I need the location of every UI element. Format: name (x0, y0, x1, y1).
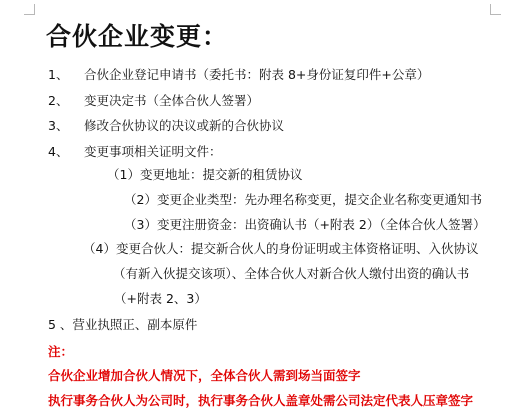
item-text: 修改合伙协议的决议或新的合伙协议 (84, 118, 285, 133)
item-number: 2、 (48, 93, 69, 108)
sub-item-partner-attachment: （+附表 2、3） (114, 291, 207, 306)
sub-item-capital: （3）变更注册资金：出资确认书（+附表 2）（全体合伙人签署） (124, 217, 486, 232)
item-business-license: 5 、营业执照正、副本原件 (48, 317, 198, 332)
sub-item-partner-continued: （有新入伙提交该项）、全体合伙人对新合伙人缴付出资的确认书 (113, 266, 470, 281)
page-corner-mark (490, 4, 501, 15)
note-label: 注： (48, 344, 74, 359)
sub-item-partner: （4）变更合伙人：提交新合伙人的身份证明或主体资格证明、入伙协议 (83, 241, 479, 256)
item-text: 合伙企业登记申请书（委托书：附表 8+身份证复印件+公章） (84, 67, 430, 82)
item-number: 1、 (48, 67, 69, 82)
sub-item-type: （2）变更企业类型：先办理名称变更，提交企业名称变更通知书 (124, 192, 482, 207)
page-corner-mark (24, 4, 35, 15)
item-text: 变更决定书（全体合伙人签署） (84, 93, 260, 108)
note-line: 执行事务合伙人为公司时，执行事务合伙人盖章处需公司法定代表人压章签字 (48, 393, 474, 408)
item-text: 变更事项相关证明文件： (84, 144, 222, 159)
document-title: 合伙企业变更： (46, 22, 229, 51)
note-line: 合伙企业增加合伙人情况下，全体合伙人需到场当面签字 (48, 368, 361, 383)
item-number: 4、 (48, 144, 69, 159)
sub-item-address: （1）变更地址：提交新的租赁协议 (107, 167, 303, 182)
item-number: 3、 (48, 118, 69, 133)
